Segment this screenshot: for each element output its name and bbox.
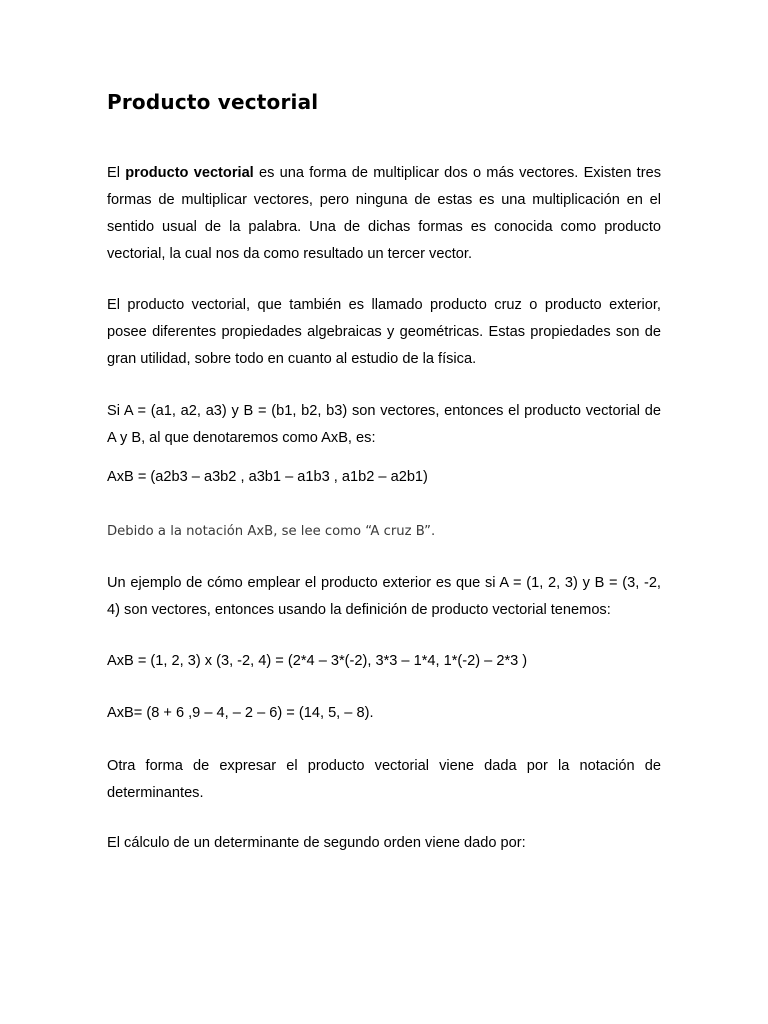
paragraph-properties: El producto vectorial, que también es llamado producto cruz o producto exterior, posee diferentes propiedades algebraicas y geométricas. Estas propiedades son de gran utilidad, sobre todo en cuanto al estudio de la física. [107,297,661,367]
paragraph-intro [107,160,661,268]
intro-bold-term: producto vectorial [125,165,254,181]
example-equation-1: AxB = (1, 2, 3) x (3, -2, 4) = (2*4 – 3*(-2), 3*3 – 1*4, 1*(-2) – 2*3 ) [107,653,528,669]
page-title: Producto vectorial [107,90,319,114]
paragraph-definition: Si A = (a1, a2, a3) y B = (b1, b2, b3) son vectores, entonces el producto vectorial de A y B, al que denotaremos como AxB, es: [107,403,661,446]
example-equation-2: AxB= (8 + 6 ,9 – 4, – 2 – 6) = (14, 5, – 8). [107,705,374,721]
cross-product-formula: AxB = (a2b3 – a3b2 , a3b1 – a1b3 , a1b2 – a2b1) [107,469,428,485]
intro-text: es una forma de multiplicar dos o más vectores. Existen tres formas de multiplicar vectores, pero ninguna de estas es una multiplicación en el sentido usual de la palabra. Una de dichas formas es conocida como producto vectorial, la cual nos da como resultado un tercer vector. [107,165,662,262]
paragraph-example: Un ejemplo de cómo emplear el producto exterior es que si A = (1, 2, 3) y B = (3, -2, 4) son vectores, entonces usando la definición de producto vectorial tenemos: [107,575,661,618]
intro-prefix: El [107,165,126,181]
paragraph-determinants: Otra forma de expresar el producto vectorial viene dada por la notación de determinantes. [107,758,661,801]
paragraph-second-order: El cálculo de un determinante de segundo orden viene dado por: [107,835,526,851]
notation-note: Debido a la notación AxB, se lee como “A cruz B”. [107,524,436,539]
